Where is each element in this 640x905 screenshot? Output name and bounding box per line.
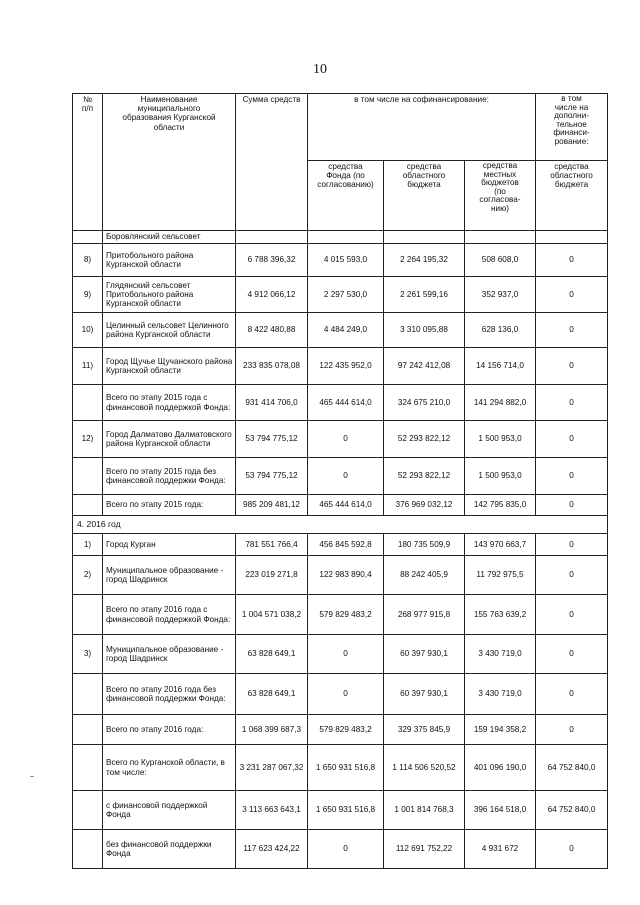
row-local — [465, 231, 536, 244]
table-row — [73, 495, 608, 516]
row-additional: 0 — [536, 458, 608, 495]
row-name: Притобольного района Курганской области — [103, 244, 236, 277]
row-num — [73, 830, 103, 869]
header-num: № п/п — [73, 94, 103, 231]
row-fund: 0 — [308, 458, 384, 495]
row-name: Муниципальное образование - город Шадринск — [103, 635, 236, 674]
row-num: 11) — [73, 348, 103, 385]
table-row — [73, 715, 608, 745]
header-name: Наименование муниципального образования Курганской области — [103, 94, 236, 231]
row-local: 14 156 714,0 — [465, 348, 536, 385]
row-name: Город Курган — [103, 534, 236, 556]
row-local: 4 931 672 — [465, 830, 536, 869]
row-num — [73, 595, 103, 635]
row-name: Всего по этапу 2016 года: — [103, 715, 236, 745]
row-additional: 0 — [536, 635, 608, 674]
row-oblast: 52 293 822,12 — [384, 458, 465, 495]
row-additional: 0 — [536, 556, 608, 595]
row-num: 9) — [73, 277, 103, 313]
table-row — [73, 313, 608, 348]
row-num: 12) — [73, 421, 103, 458]
table-row — [73, 421, 608, 458]
table-row — [73, 231, 608, 244]
row-local: 142 795 835,0 — [465, 495, 536, 516]
header-oblast-additional: средства областного бюджета — [536, 161, 608, 231]
table-row — [73, 277, 608, 313]
row-num — [73, 231, 103, 244]
row-fund: 4 015 593,0 — [308, 244, 384, 277]
row-num: 2) — [73, 556, 103, 595]
row-sum: 931 414 706,0 — [236, 385, 308, 421]
row-sum: 1 004 571 038,2 — [236, 595, 308, 635]
row-local: 1 500 953,0 — [465, 421, 536, 458]
row-num: 10) — [73, 313, 103, 348]
row-fund: 1 650 931 516,8 — [308, 791, 384, 830]
row-sum: 985 209 481,12 — [236, 495, 308, 516]
row-local: 352 937,0 — [465, 277, 536, 313]
row-oblast: 268 977 915,8 — [384, 595, 465, 635]
table-row — [73, 385, 608, 421]
table-row — [73, 674, 608, 715]
row-sum: 63 828 649,1 — [236, 635, 308, 674]
row-name: Боровлянский сельсовет — [103, 231, 236, 244]
row-fund: 1 650 931 516,8 — [308, 745, 384, 791]
row-oblast: 60 397 930,1 — [384, 674, 465, 715]
row-num: 3) — [73, 635, 103, 674]
section-2016-title: 4. 2016 год — [73, 516, 608, 534]
row-additional: 0 — [536, 421, 608, 458]
row-name: Муниципальное образование - город Шадринск — [103, 556, 236, 595]
row-sum: 63 828 649,1 — [236, 674, 308, 715]
table-row — [73, 830, 608, 869]
row-local: 401 096 190,0 — [465, 745, 536, 791]
table-row — [73, 244, 608, 277]
row-num — [73, 715, 103, 745]
row-name: Всего по этапу 2015 года без финансовой поддержки Фонда: — [103, 458, 236, 495]
row-local: 155 763 639,2 — [465, 595, 536, 635]
header-sum: Сумма средств — [236, 94, 308, 231]
row-sum: 1 068 399 687,3 — [236, 715, 308, 745]
row-fund: 0 — [308, 421, 384, 458]
row-oblast: 3 310 095,88 — [384, 313, 465, 348]
row-num — [73, 674, 103, 715]
row-fund: 456 845 592,8 — [308, 534, 384, 556]
table-row — [73, 458, 608, 495]
row-additional: 0 — [536, 277, 608, 313]
row-local: 11 792 975,5 — [465, 556, 536, 595]
page-number: 10 — [313, 62, 327, 77]
row-name: Глядянский сельсовет Притобольного района Курганской области — [103, 277, 236, 313]
header-cofinancing: в том числе на софинансирование: — [308, 94, 536, 161]
row-additional — [536, 231, 608, 244]
row-name: Всего по этапу 2015 года: — [103, 495, 236, 516]
row-sum: 223 019 271,8 — [236, 556, 308, 595]
row-oblast: 52 293 822,12 — [384, 421, 465, 458]
row-additional: 64 752 840,0 — [536, 745, 608, 791]
row-num — [73, 791, 103, 830]
row-num: 8) — [73, 244, 103, 277]
row-sum: 117 623 424,22 — [236, 830, 308, 869]
row-fund: 0 — [308, 635, 384, 674]
row-oblast: 329 375 845,9 — [384, 715, 465, 745]
row-name: Всего по этапу 2016 года без финансовой поддержки Фонда: — [103, 674, 236, 715]
row-fund: 122 435 952,0 — [308, 348, 384, 385]
row-oblast: 2 261 599,16 — [384, 277, 465, 313]
row-fund: 0 — [308, 674, 384, 715]
row-additional: 0 — [536, 348, 608, 385]
row-local: 159 194 358,2 — [465, 715, 536, 745]
row-additional: 0 — [536, 595, 608, 635]
table-row — [73, 791, 608, 830]
table-row — [73, 534, 608, 556]
row-additional: 0 — [536, 830, 608, 869]
row-local: 1 500 953,0 — [465, 458, 536, 495]
row-additional: 0 — [536, 715, 608, 745]
table-row — [73, 745, 608, 791]
row-local: 628 136,0 — [465, 313, 536, 348]
cofinancing-table — [72, 93, 608, 869]
row-name: Всего по этапу 2015 года с финансовой поддержкой Фонда: — [103, 385, 236, 421]
row-additional: 0 — [536, 313, 608, 348]
row-num: 1) — [73, 534, 103, 556]
row-name: Всего по этапу 2016 года с финансовой поддержкой Фонда: — [103, 595, 236, 635]
row-sum: 3 113 663 643,1 — [236, 791, 308, 830]
row-local: 3 430 719,0 — [465, 635, 536, 674]
row-additional: 0 — [536, 674, 608, 715]
row-name: без финансовой поддержки Фонда — [103, 830, 236, 869]
row-additional: 0 — [536, 244, 608, 277]
row-fund: 465 444 614,0 — [308, 385, 384, 421]
row-sum: 781 551 766,4 — [236, 534, 308, 556]
table-row — [73, 556, 608, 595]
row-sum: 233 835 078,08 — [236, 348, 308, 385]
row-sum — [236, 231, 308, 244]
row-oblast: 376 969 032,12 — [384, 495, 465, 516]
row-additional: 64 752 840,0 — [536, 791, 608, 830]
row-name: Всего по Курганской области, в том числе: — [103, 745, 236, 791]
row-additional: 0 — [536, 534, 608, 556]
row-fund: 465 444 614,0 — [308, 495, 384, 516]
row-sum: 53 794 775,12 — [236, 421, 308, 458]
header-additional: в том числе на дополни- тельное финанси- рование: — [536, 94, 608, 161]
row-fund: 0 — [308, 830, 384, 869]
row-local: 141 294 882,0 — [465, 385, 536, 421]
row-fund: 579 829 483,2 — [308, 715, 384, 745]
row-oblast: 324 675 210,0 — [384, 385, 465, 421]
row-num — [73, 458, 103, 495]
row-sum: 53 794 775,12 — [236, 458, 308, 495]
row-oblast — [384, 231, 465, 244]
row-name: Город Далматово Далматовского района Курганской области — [103, 421, 236, 458]
row-local: 508 608,0 — [465, 244, 536, 277]
row-fund: 4 484 249,0 — [308, 313, 384, 348]
row-fund — [308, 231, 384, 244]
row-oblast: 97 242 412,08 — [384, 348, 465, 385]
margin-mark — [30, 776, 34, 777]
row-sum: 6 788 396,32 — [236, 244, 308, 277]
table-row — [73, 635, 608, 674]
row-num — [73, 745, 103, 791]
row-local: 396 164 518,0 — [465, 791, 536, 830]
row-additional: 0 — [536, 385, 608, 421]
row-fund: 2 297 530,0 — [308, 277, 384, 313]
header-oblast: средства областного бюджета — [384, 161, 465, 231]
row-oblast: 60 397 930,1 — [384, 635, 465, 674]
table-row — [73, 595, 608, 635]
row-oblast: 88 242 405,9 — [384, 556, 465, 595]
row-sum: 3 231 287 067,32 — [236, 745, 308, 791]
row-local: 143 970 663,7 — [465, 534, 536, 556]
row-num — [73, 495, 103, 516]
row-sum: 4 912 066,12 — [236, 277, 308, 313]
row-additional: 0 — [536, 495, 608, 516]
header-fund: средства Фонда (по согласованию) — [308, 161, 384, 231]
row-name: с финансовой поддержкой Фонда — [103, 791, 236, 830]
row-oblast: 180 735 509,9 — [384, 534, 465, 556]
row-name: Целинный сельсовет Целинного района Курганской области — [103, 313, 236, 348]
row-oblast: 1 114 506 520,52 — [384, 745, 465, 791]
row-fund: 122 983 890,4 — [308, 556, 384, 595]
row-oblast: 112 691 752,22 — [384, 830, 465, 869]
row-name: Город Щучье Щучанского района Курганской области — [103, 348, 236, 385]
table-row — [73, 348, 608, 385]
row-oblast: 1 001 814 768,3 — [384, 791, 465, 830]
row-local: 3 430 719,0 — [465, 674, 536, 715]
row-fund: 579 829 483,2 — [308, 595, 384, 635]
row-num — [73, 385, 103, 421]
header-local: средства местных бюджетов (по согласова- нию) — [465, 161, 536, 231]
row-oblast: 2 264 195,32 — [384, 244, 465, 277]
row-sum: 8 422 480,88 — [236, 313, 308, 348]
